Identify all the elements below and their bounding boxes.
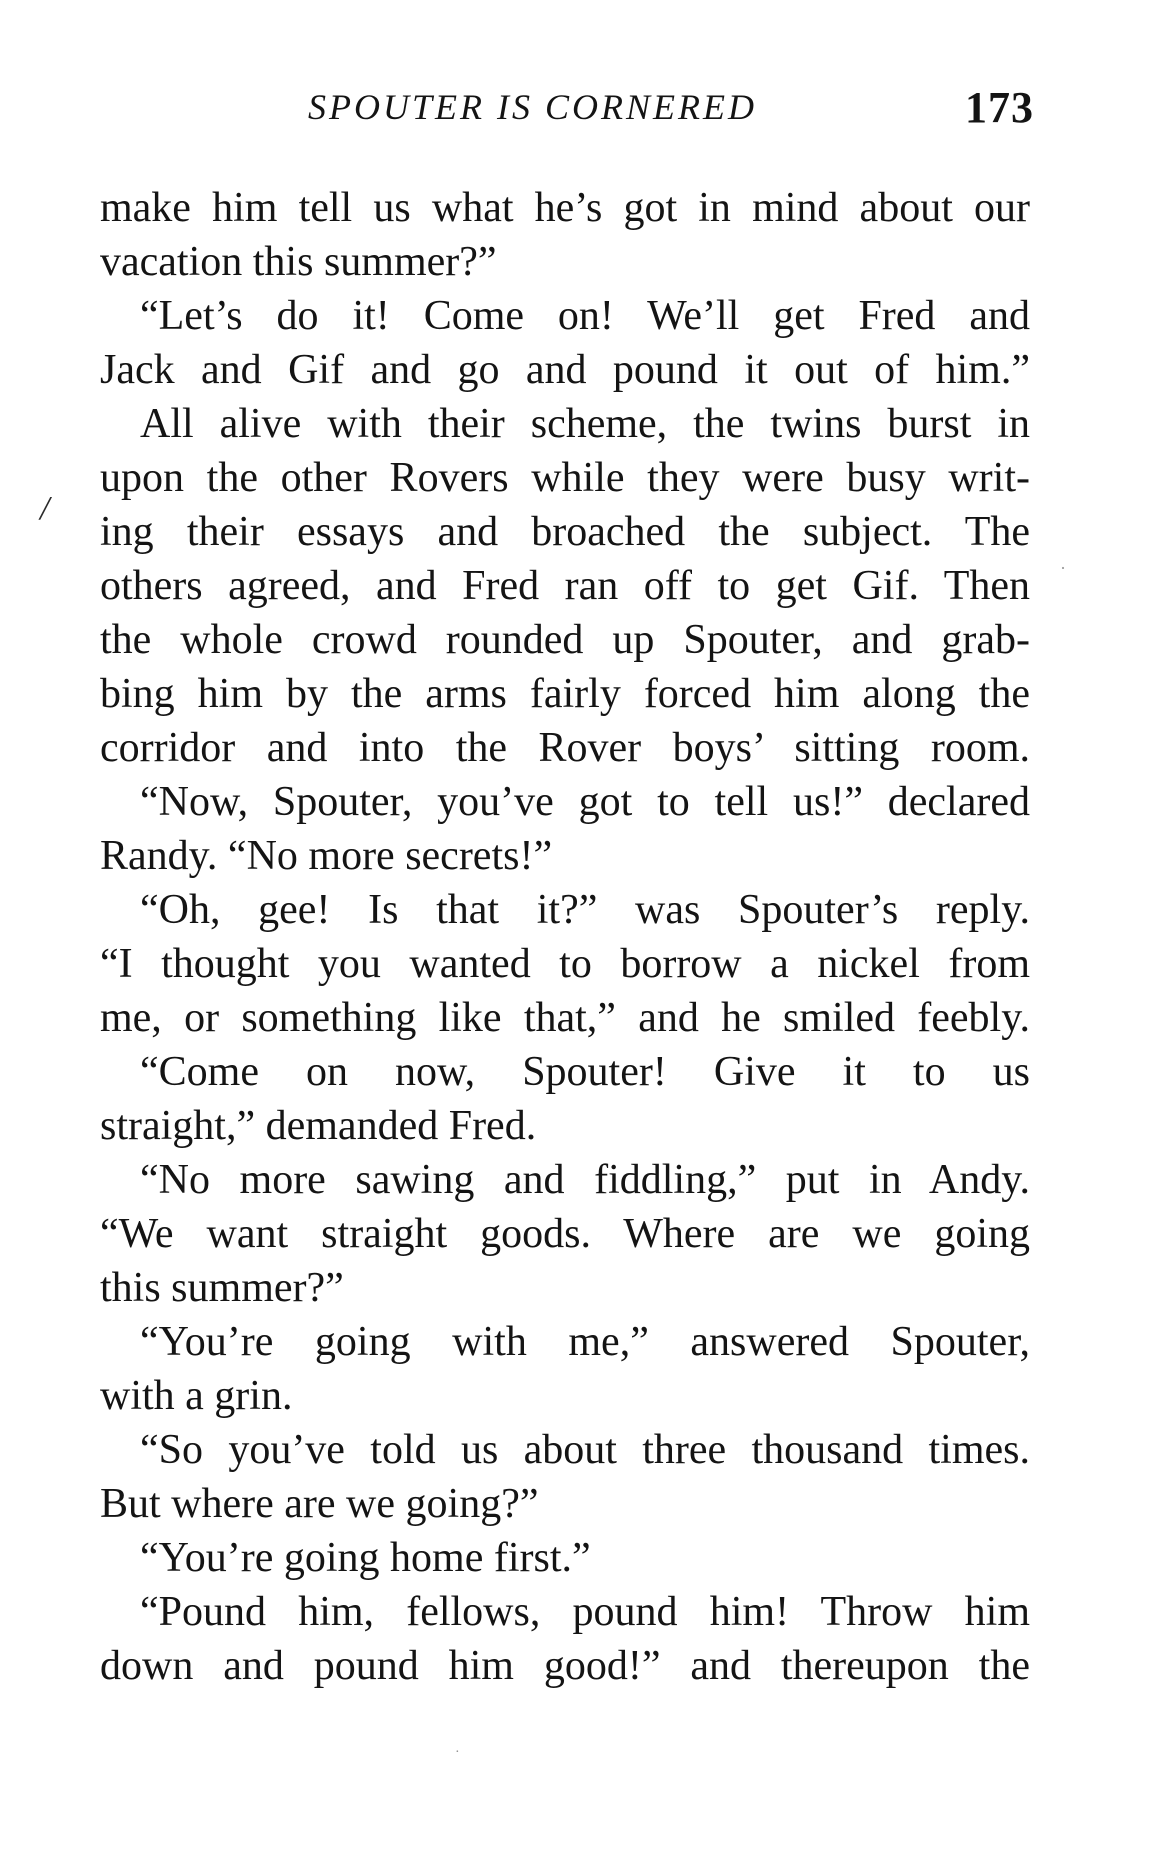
text-line: “Now, Spouter, you’ve got to tell us!” declared [140,779,1030,825]
text-line: straight,” demanded Fred. [100,1103,537,1149]
text-line: vacation this summer?” [100,239,497,285]
text-line: the whole crowd rounded up Spouter, and grab- [100,617,1030,663]
chapter-title: SPOUTER IS CORNERED [308,87,757,127]
text-line: upon the other Rovers while they were busy writ- [100,455,1030,501]
margin-pencil-mark: / [40,490,50,527]
text-line: Randy. “No more secrets!” [100,833,553,879]
text-line: “No more sawing and fiddling,” put in Andy. [140,1157,1030,1203]
text-line: others agreed, and Fred ran off to get Gif. Then [100,563,1030,609]
margin-speck: · [1060,558,1066,578]
text-line: All alive with their scheme, the twins burst in [140,401,1030,447]
text-line: “So you’ve told us about three thousand times. [140,1427,1030,1473]
page-number: 173 [965,83,1034,132]
text-line: “Come on now, Spouter! Give it to us [140,1049,1030,1095]
text-line: this summer?” [100,1265,344,1311]
bottom-dot: · [455,1745,460,1760]
text-line: “Oh, gee! Is that it?” was Spouter’s reply. [140,887,1030,933]
text-line: But where are we going?” [100,1481,539,1527]
text-line: “Pound him, fellows, pound him! Throw him [140,1589,1030,1635]
body-text [100,181,1030,1693]
text-line: “You’re going home first.” [140,1535,591,1581]
text-line: me, or something like that,” and he smiled feebly. [100,995,1030,1041]
text-line: make him tell us what he’s got in mind about our [100,185,1030,231]
text-line: bing him by the arms fairly forced him along the [100,671,1030,717]
text-line: Jack and Gif and go and pound it out of him.” [100,347,1030,393]
text-line: ing their essays and broached the subject. The [100,509,1030,555]
text-line: with a grin. [100,1373,293,1419]
text-line: “I thought you wanted to borrow a nickel from [100,941,1030,987]
text-line: down and pound him good!” and thereupon the [100,1643,1030,1689]
running-head [0,80,1170,140]
text-line: “You’re going with me,” answered Spouter, [140,1319,1030,1365]
text-line: corridor and into the Rover boys’ sitting room. [100,725,1030,771]
text-line: “Let’s do it! Come on! We’ll get Fred and [140,293,1030,339]
text-line: “We want straight goods. Where are we going [100,1211,1030,1257]
